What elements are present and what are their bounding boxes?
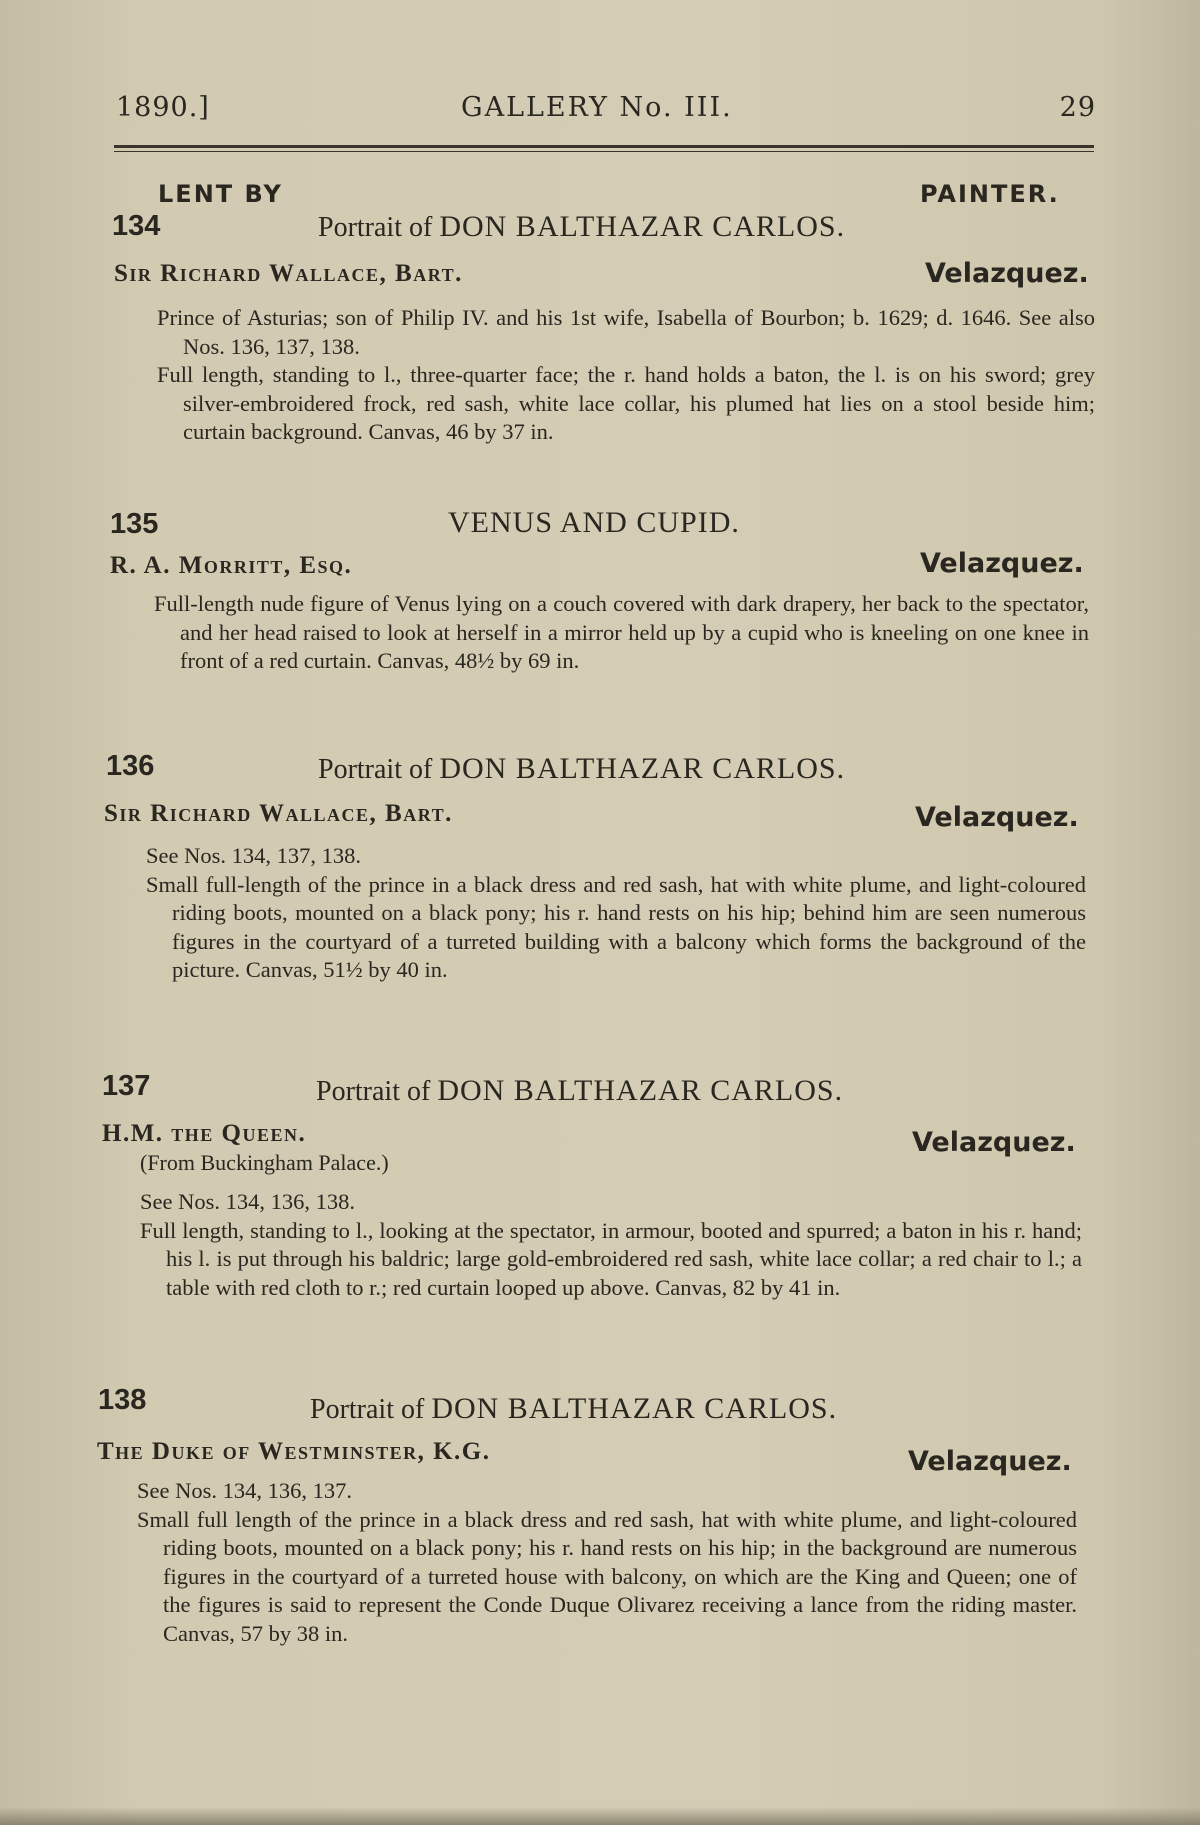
entry-description (154, 590, 1089, 676)
entry-lender-note: (From Buckingham Palace.) (140, 1150, 389, 1175)
entry-paragraph: See Nos. 134, 136, 138. (140, 1189, 355, 1214)
entry-number: 137 (102, 1070, 151, 1102)
entry-lender: Sir Richard Wallace, Bart. (114, 260, 463, 287)
header-rule-thin (114, 151, 1094, 152)
page-number: 29 (1059, 92, 1096, 123)
entry-painter: Velazquez. (915, 802, 1079, 833)
entry-painter: Velazquez. (912, 1127, 1076, 1158)
entry-description (140, 1188, 1082, 1302)
entry-paragraph: See Nos. 134, 137, 138. (146, 843, 361, 868)
entry-painter: Velazquez. (920, 548, 1084, 579)
entry-number: 134 (112, 210, 161, 242)
header-rule-thick (114, 145, 1094, 148)
header-year: 1890.] (116, 92, 210, 123)
entry-title-name: DON BALTHAZAR CARLOS. (439, 752, 846, 785)
entry-number: 135 (110, 508, 159, 540)
entry-number: 136 (106, 750, 155, 782)
entry-title (318, 752, 845, 786)
header-title: GALLERY No. III. (461, 92, 733, 123)
entry-title (310, 1392, 837, 1426)
entry-title (318, 210, 845, 244)
entry-paragraph: Full length, standing to l., looking at the spectator, in armour, booted and spurred; a baton in his r. hand; his l. is put through his baldric; large gold-embroidered red sash, white lace collar; a red chair to l.; a table with red cloth to r.; red curtain looped up above. Canvas, 82 by 41 in. (140, 1217, 1082, 1300)
painter-heading: PAINTER. (920, 180, 1060, 208)
entry-paragraph: Prince of Asturias; son of Philip IV. and his 1st wife, Isabella of Bourbon; b. 1629; d. 1646. See also Nos. 136, 137, 138. (157, 305, 1095, 359)
entry-title (316, 1074, 843, 1108)
entry-title-name: VENUS AND CUPID. (448, 506, 740, 539)
entry-paragraph: Full length, standing to l., three-quarter face; the r. hand holds a baton, the l. is on his sword; grey silver-embroidered frock, red sash, white lace collar, his plumed hat lies on a stool beside him; curtain background. Canvas, 46 by 37 in. (157, 362, 1095, 444)
running-header (116, 92, 1096, 132)
entry-lender: R. A. Morritt, Esq. (110, 552, 353, 579)
entry-title-prefix: Portrait of (318, 212, 433, 243)
entry-paragraph: Full-length nude figure of Venus lying on a couch covered with dark drapery, her back to the spectator, and her head raised to look at herself in a mirror held up by a cupid who is kneeling on one knee in front of a red curtain. Canvas, 48½ by 69 in. (154, 591, 1089, 673)
entry-lender: Sir Richard Wallace, Bart. (104, 800, 453, 827)
entry-title-name: DON BALTHAZAR CARLOS. (439, 210, 846, 243)
entry-paragraph: See Nos. 134, 136, 137. (137, 1478, 352, 1503)
entry-painter: Velazquez. (908, 1446, 1072, 1477)
entry-description (157, 304, 1095, 447)
entry-number: 138 (98, 1384, 147, 1416)
entry-description (137, 1477, 1077, 1648)
entry-paragraph: Small full-length of the prince in a black dress and red sash, hat with white plume, and light-coloured riding boots, mounted on a black pony; his r. hand rests on his hip; behind him are seen numerous figures in the courtyard of a turreted building with a balcony which forms the background of the picture. Canvas, 51½ by 40 in. (146, 871, 1086, 982)
entry-lender: The Duke of Westminster, K.G. (97, 1438, 491, 1465)
entry-painter: Velazquez. (925, 258, 1089, 289)
entry-lender: H.M. the Queen. (102, 1120, 307, 1147)
entry-title-name: DON BALTHAZAR CARLOS. (437, 1074, 844, 1107)
entry-description (146, 842, 1086, 985)
entry-title-name: DON BALTHAZAR CARLOS. (431, 1392, 838, 1425)
entry-title-prefix: Portrait of (318, 754, 433, 785)
lent-by-heading: LENT BY (158, 180, 283, 208)
entry-title-prefix: Portrait of (310, 1394, 425, 1425)
entry-paragraph: Small full length of the prince in a black dress and red sash, hat with white plume, and light-coloured riding boots, mounted on a black pony; his r. hand rests on his hip; in the background are numerous figures in the courtyard of a turreted house with balcony, on which are the King and Queen; one of the figures is said to represent the Conde Duque Olivarez receiving a lance from the riding master. Canvas, 57 by 38 in. (137, 1506, 1077, 1646)
entry-title-prefix: Portrait of (316, 1076, 431, 1107)
entry-title (448, 506, 740, 540)
